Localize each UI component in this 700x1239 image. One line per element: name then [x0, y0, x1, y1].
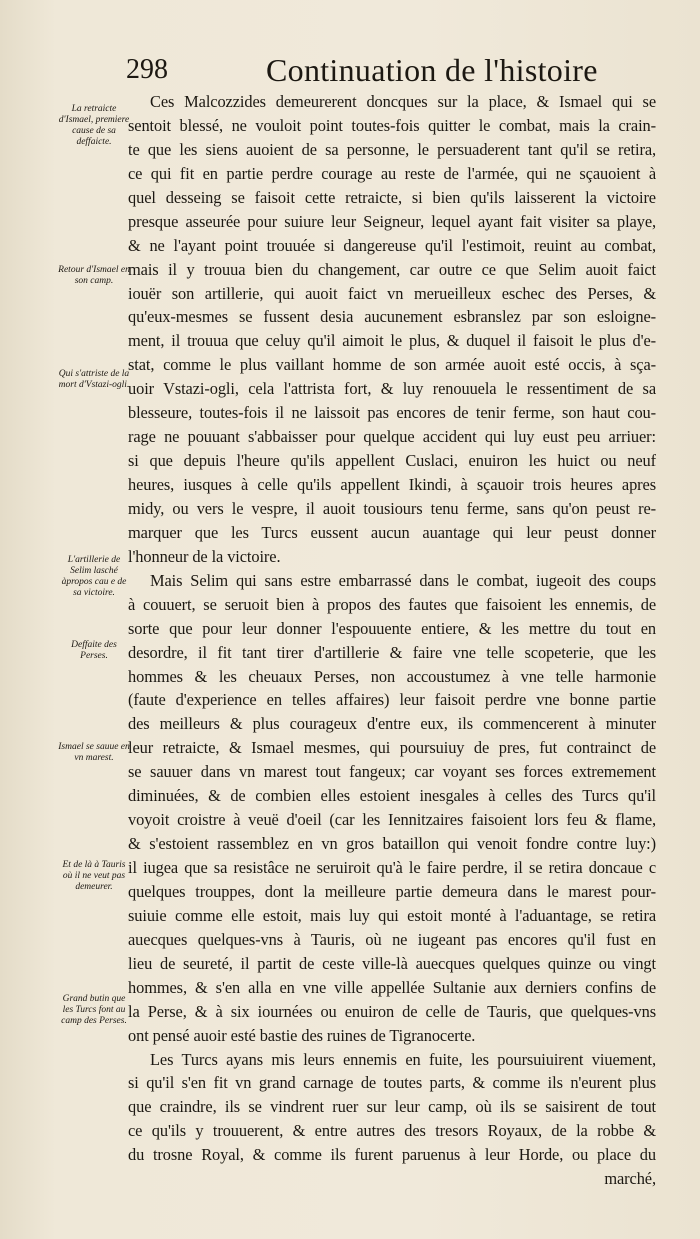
text-line: uoir Vstazi-ogli, cela l'attrista fort, & luy renouuela le ressentiment de sa [128, 379, 656, 399]
margin-note: Ismael se sauue en vn marest. [58, 742, 130, 763]
margin-note: Grand butin que les Turcs font au camp des Perses. [61, 994, 127, 1026]
body-text [128, 90, 656, 1191]
text-line: voyoit croistre à veuë d'oeil (car les Iennitzaires faisoient lors feu & flame, [128, 810, 656, 830]
text-line: ont pensé auoir esté bastie des ruines de Tigranocerte. [128, 1025, 476, 1045]
text-line: ce qu'ils y trouuerent, & entre autres des tresors Royaux, de la robbe & [128, 1121, 656, 1141]
margin-note: La retraicte d'Ismael, premiere cause de sa deffaicte. [58, 104, 130, 147]
text-line: sorte que pour leur donner l'espouuente entiere, & les mettre du tout en [128, 618, 656, 638]
text-line: l'honneur de la victoire. [128, 546, 281, 566]
text-line: Ces Malcozzides demeurerent doncques sur la place, & Ismael qui se [150, 92, 656, 111]
text-line: hommes & les cheuaux Perses, non accoustumez à vne telle harmonie [128, 666, 656, 686]
text-line: blesseure, toutes-fois il ne laissoit pas encores de tenir ferme, son haut cou- [128, 403, 656, 423]
text-line: Les Turcs ayans mis leurs ennemis en fuite, les poursuiuirent viuement, [150, 1049, 656, 1069]
text-line: heures, iusques à celle qu'ils appellent Ikindi, à sçauoir trois heures apres [128, 475, 656, 494]
text-line: auecques quelques-vns à Tauris, où ne iugeant pas encores qu'il fust en [128, 929, 656, 949]
text-line: si que depuis l'heure qu'ils appellent Cuslaci, enuiron les huict ou neuf [128, 451, 656, 471]
text-line: ment, il trouua que celuy qu'il aimoit le plus, & duquel il faisoit le plus d'e- [128, 331, 656, 351]
catchword: marché, [604, 1169, 656, 1189]
text-line: ce qui fit en partie perdre courage au reste de l'armée, qui ne sçauoient à [128, 163, 656, 183]
page-header [118, 50, 658, 90]
text-line: marquer que les Turcs eussent aucun auantage qui leur peust donner [128, 522, 656, 542]
margin-note: Qui s'attriste de la mort d'Vstazi-ogli. [58, 369, 130, 390]
text-line: hommes, & s'en alla en vne ville appellée Sultanie aux derniers confins de [128, 977, 656, 997]
text-line: suiuie comme elle estoit, mais luy qui estoit monté à l'aduantage, se retira [128, 905, 656, 925]
text-line: (faute d'experience en telles affaires) leur faisoit perdre vne bonne partie [128, 690, 656, 710]
text-line: il iugea que sa resistâce ne seruiroit qu'à le faire perdre, il se retira doncaue c [128, 858, 656, 877]
text-line: presque asseurée pour suiure leur Seigneur, lequel ayant fait visiter sa playe, [128, 211, 656, 231]
text-line: qu'eux-mesmes se fussent desia aucunement esbranslez par son esloigne- [128, 307, 656, 327]
text-line: desordre, il fit tant tirer d'artillerie & faire vne telle scopeterie, que les [128, 642, 656, 662]
text-line: stat, comme le plus vaillant homme de son armée auoit esté occis, à sça- [128, 355, 656, 375]
margin-notes [58, 0, 130, 1239]
text-line: & s'estoient rassemblez en vn gros bataillon qui venoit fondre contre luy:) [128, 834, 656, 854]
text-line: mais il y trouua bien du changement, car outre ce que Selim auoit faict [128, 259, 656, 279]
text-line: Mais Selim qui sans estre embarrassé dans le combat, iugeoit des coups [150, 570, 656, 590]
text-line: à couuert, se seruoit bien à propos des fautes que faisoient les ennemis, de [128, 594, 656, 614]
text-line: rage ne pouuant s'abbaisser pour quelque accident qui luy eust peu arriuer: [128, 427, 656, 447]
text-line: la Perse, & à six iournées ou enuiron de celle de Tauris, que quelques-vns [128, 1001, 656, 1021]
running-title: Continuation de l'histoire [266, 52, 598, 88]
text-line: que craindre, ils se vindrent ruer sur leur camp, où ils se saisirent de tout [128, 1097, 656, 1117]
text-line: te que les siens auoient de sa personne, le persuaderent tant qu'il se retira, [128, 139, 656, 159]
text-line: sentoit blessé, ne vouloit point toutes-fois quitter le combat, mais la crain- [128, 115, 656, 135]
text-line: midy, ou vers le vespre, il auoit tousiours tenu ferme, sans qu'on peust re- [128, 498, 656, 518]
text-line: si qu'il s'en fit vn grand carnage de toutes parts, & comme ils n'eurent plus [128, 1073, 656, 1093]
margin-note: L'artillerie de Selim lasché àpropos cau e de sa victoire. [61, 555, 127, 598]
page-number: 298 [126, 54, 168, 85]
text-line: iouër son artillerie, qui auoit faict vn merueilleux eschec des Perses, & [128, 283, 656, 303]
margin-note: Et de là à Tauris où il ne veut pas demeurer. [62, 860, 126, 892]
text-line: lieu de seureté, il partit de ceste ville-là auecques quelques quinze ou vingt [128, 953, 656, 973]
margin-note: Deffaite des Perses. [71, 640, 117, 661]
text-line: des meilleurs & plus courageux d'entre eux, ils commencerent à minuter [128, 714, 656, 734]
text-line: leur retraicte, & Ismael mesmes, qui poursuiuy de pres, fut contrainct de [128, 738, 656, 758]
text-line: diminuées, & de combien elles estoient inesgales à celles des Turcs qu'il [128, 786, 656, 806]
text-line: quelques trouppes, dont la meilleure partie demeura dans le marest pour- [128, 881, 656, 901]
text-line: se sauuer dans vn marest tout fangeux; car voyant ses forces extremement [128, 762, 656, 782]
text-line: quel desseing se faisoit cette retraicte, si bien qu'ils laisserent la victoire [128, 187, 656, 207]
text-line: du trosne Royal, & comme ils furent paruenus à leur Horde, ou place du [128, 1145, 656, 1165]
text-line: & ne l'ayant point trouuée si dangereuse qu'il l'estimoit, reuint au combat, [128, 235, 656, 255]
margin-note: Retour d'Ismael en son camp. [58, 265, 130, 286]
